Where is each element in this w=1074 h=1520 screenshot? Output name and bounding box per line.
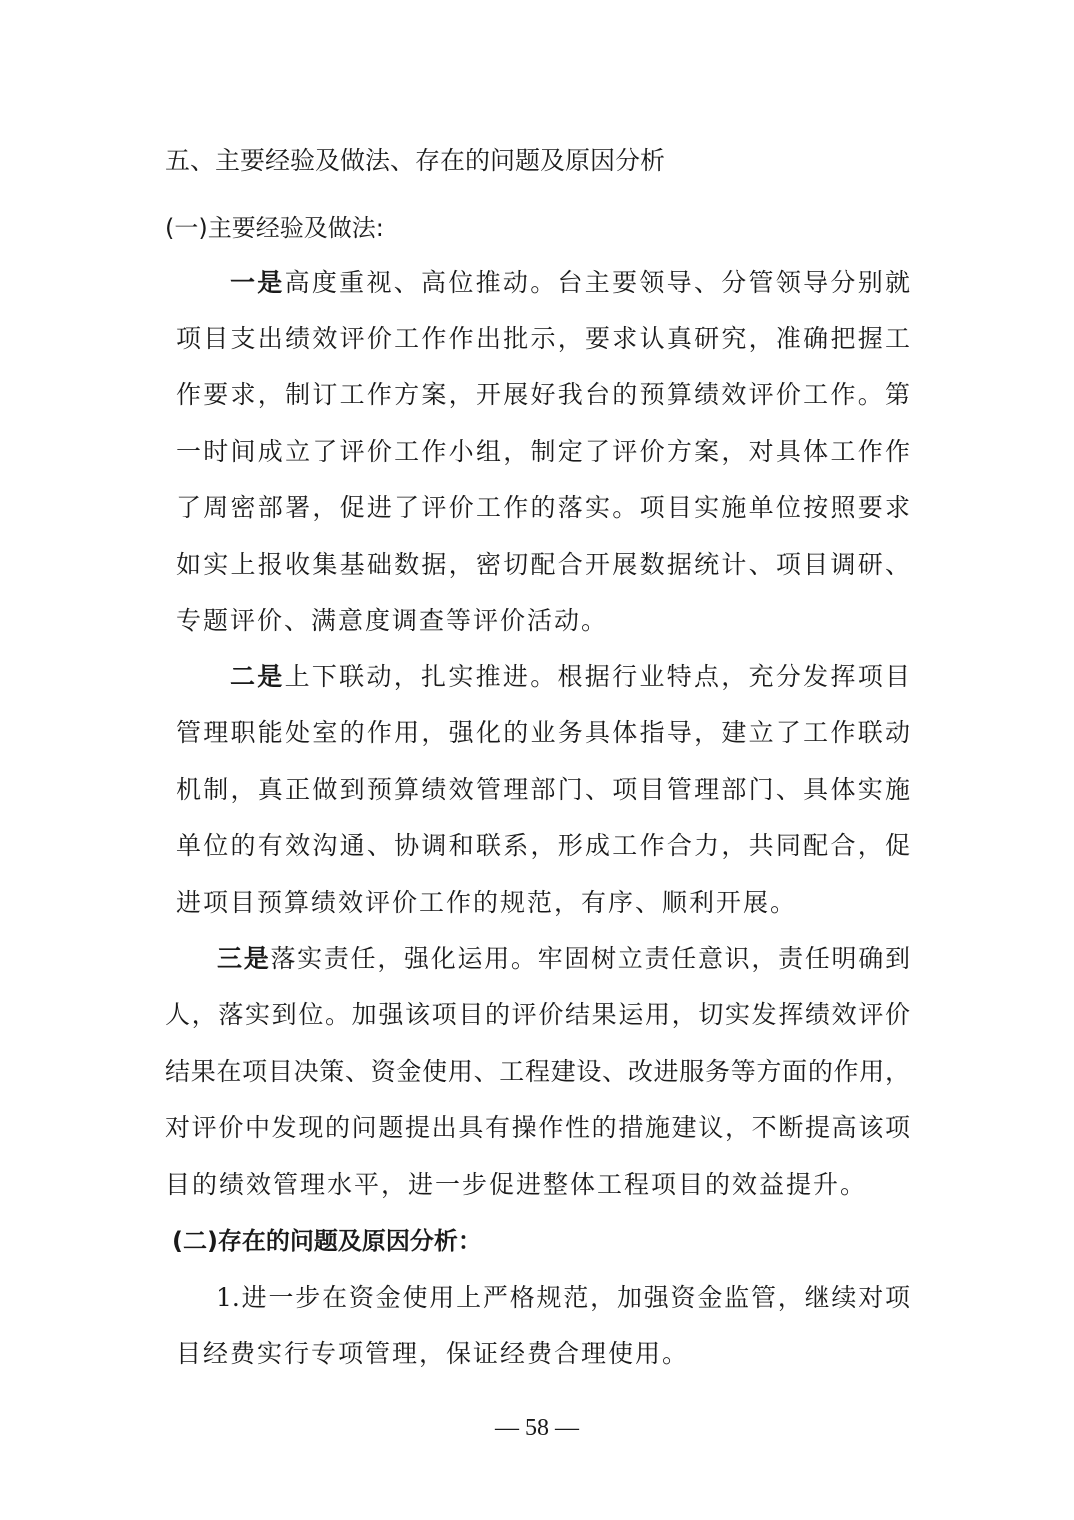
paragraph-2-line-3: 机制，真正做到预算绩效管理部门、项目管理部门、具体实施 (176, 775, 910, 804)
paragraph-2-line-4: 单位的有效沟通、协调和联系，形成工作合力，共同配合，促 (176, 831, 910, 860)
paragraph-1-line-6: 如实上报收集基础数据，密切配合开展数据统计、项目调研、 (176, 550, 910, 579)
paragraph-1-lead: 一是 (230, 268, 285, 297)
paragraph-1-line-3: 作要求，制订工作方案，开展好我台的预算绩效评价工作。第 (176, 380, 910, 409)
paragraph-3-first-text: 落实责任，强化运用。牢固树立责任意识，责任明确到 (270, 944, 910, 973)
page-number: — 58 — (495, 1415, 579, 1441)
paragraph-2-line-5: 进项目预算绩效评价工作的规范，有序、顺利开展。 (176, 888, 798, 917)
paragraph-1-line-2: 项目支出绩效评价工作作出批示，要求认真研究，准确把握工 (176, 324, 910, 353)
paragraph-3-lead: 三是 (217, 944, 271, 973)
section-title: 五、主要经验及做法、存在的问题及原因分析 (165, 146, 666, 175)
subsection-title-experience: (一)主要经验及做法: (165, 214, 384, 242)
paragraph-4-line-1: 1.进一步在资金使用上严格规范，加强资金监管，继续对项 (216, 1283, 910, 1312)
paragraph-2-first-text: 上下联动，扎实推进。根据行业特点，充分发挥项目 (284, 662, 910, 691)
paragraph-3-line-1 (217, 942, 910, 976)
paragraph-2-line-2: 管理职能处室的作用，强化的业务具体指导，建立了工作联动 (176, 718, 910, 747)
paragraph-1-line-1 (230, 266, 910, 300)
paragraph-1-first-text: 高度重视、高位推动。台主要领导、分管领导分别就 (284, 268, 910, 297)
paragraph-3-line-2: 人，落实到位。加强该项目的评价结果运用，切实发挥绩效评价 (165, 1000, 910, 1029)
paragraph-4-line-2: 目经费实行专项管理，保证经费合理使用。 (176, 1339, 690, 1368)
paragraph-3-line-3: 结果在项目决策、资金使用、工程建设、改进服务等方面的作用， (165, 1057, 910, 1086)
paragraph-1-line-5: 了周密部署，促进了评价工作的落实。项目实施单位按照要求 (176, 493, 910, 522)
paragraph-1-line-4: 一时间成立了评价工作小组，制定了评价方案，对具体工作作 (176, 437, 910, 466)
paragraph-3-line-4: 对评价中发现的问题提出具有操作性的措施建议，不断提高该项 (165, 1113, 910, 1142)
paragraph-1-line-7: 专题评价、满意度调查等评价活动。 (176, 606, 609, 635)
subsection-title-problems: (二)存在的问题及原因分析： (172, 1227, 482, 1255)
paragraph-3-line-5: 目的绩效管理水平，进一步促进整体工程项目的效益提升。 (165, 1170, 868, 1199)
paragraph-2-lead: 二是 (230, 662, 285, 691)
paragraph-2-line-1 (230, 660, 910, 694)
